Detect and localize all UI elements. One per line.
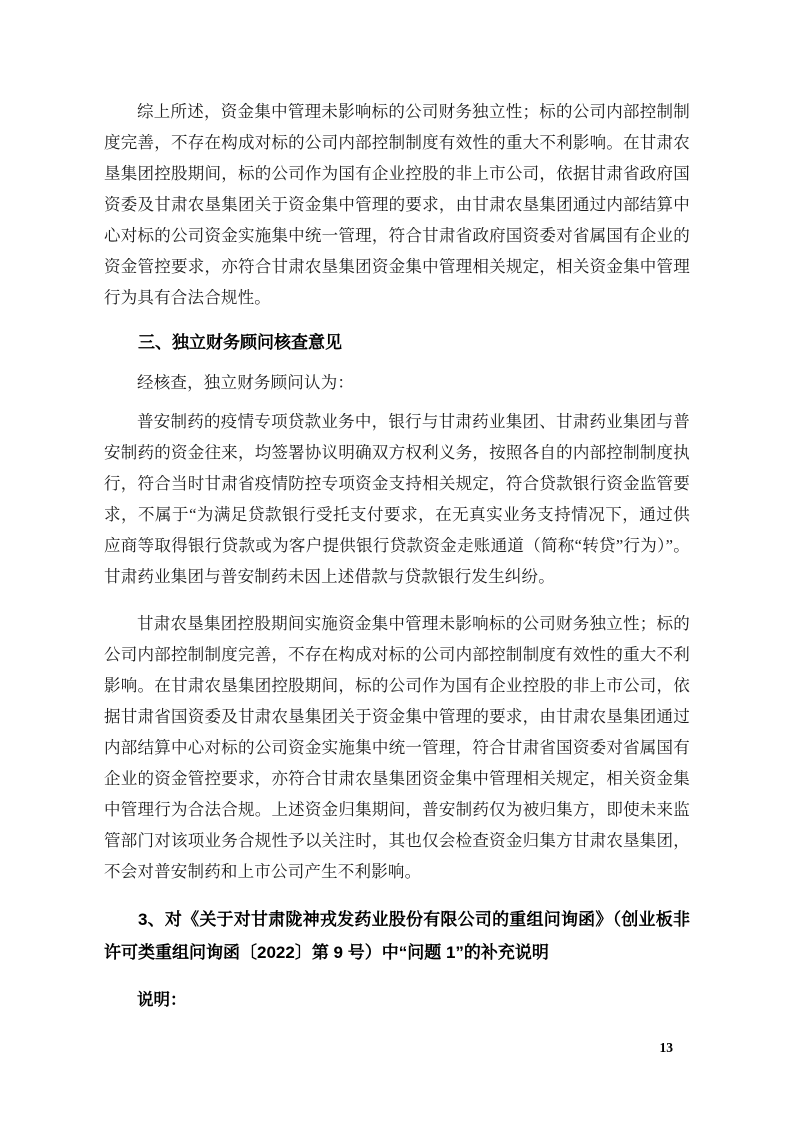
page-content — [104, 96, 690, 1016]
paragraph-fund-management: 甘肃农垦集团控股期间实施资金集中管理未影响标的公司财务独立性；标的公司内部控制制度完善，不存在构成对标的公司内部控制制度有效性的重大不利影响。在甘肃农垦集团控股期间，标的公司作为国有企业控股的非上市公司，依据甘肃省国资委及甘肃农垦集团关于资金集中管理的要求，由甘肃农垦集团通过内部结算中心对标的公司资金实施集中统一管理，符合甘肃省国资委对省属国有企业的资金管控要求，亦符合甘肃农垦集团资金集中管理相关规定，相关资金集中管理行为合法合规。上述资金归集期间，普安制药仅为被归集方，即使未来监管部门对该项业务合规性予以关注时，其也仅会检查资金归集方甘肃农垦集团，不会对普安制药和上市公司产生不利影响。 — [104, 614, 690, 881]
page-number: 13 — [659, 1040, 673, 1055]
note-label: 说明： — [137, 991, 187, 1009]
section-heading-advisor-opinion: 三、独立财务顾问核查意见 — [138, 333, 342, 352]
subheading-question1-supplement: 3、对《关于对甘肃陇神戎发药业股份有限公司的重组问询函》（创业板非许可类重组问询函〔2022〕第 9 号）中“问题 1”的补充说明 — [104, 910, 690, 962]
paragraph-loan-business: 普安制药的疫情专项贷款业务中，银行与甘肃药业集团、甘肃药业集团与普安制药的资金往来，均签署协议明确双方权利义务，按照各自的内部控制制度执行，符合当时甘肃省疫情防控专项资金支持相关规定，符合贷款银行资金监管要求，不属于“为满足贷款银行受托支付要求，在无真实业务支持情况下，通过供应商等取得银行贷款或为客户提供银行贷款资金走账通道（简称“转贷”行为）”。甘肃药业集团与普安制药未因上述借款与贷款银行发生纠纷。 — [104, 412, 690, 586]
paragraph-intro: 经核查，独立财务顾问认为： — [137, 373, 355, 392]
paragraph-summary: 综上所述，资金集中管理未影响标的公司财务独立性；标的公司内部控制制度完善，不存在构成对标的公司内部控制制度有效性的重大不利影响。在甘肃农垦集团控股期间，标的公司作为国有企业控股的非上市公司，依据甘肃省政府国资委及甘肃农垦集团关于资金集中管理的要求，由甘肃农垦集团通过内部结算中心对标的公司资金实施集中统一管理，符合甘肃省政府国资委对省属国有企业的资金管控要求，亦符合甘肃农垦集团资金集中管理相关规定，相关资金集中管理行为具有合法合规性。 — [104, 102, 690, 307]
